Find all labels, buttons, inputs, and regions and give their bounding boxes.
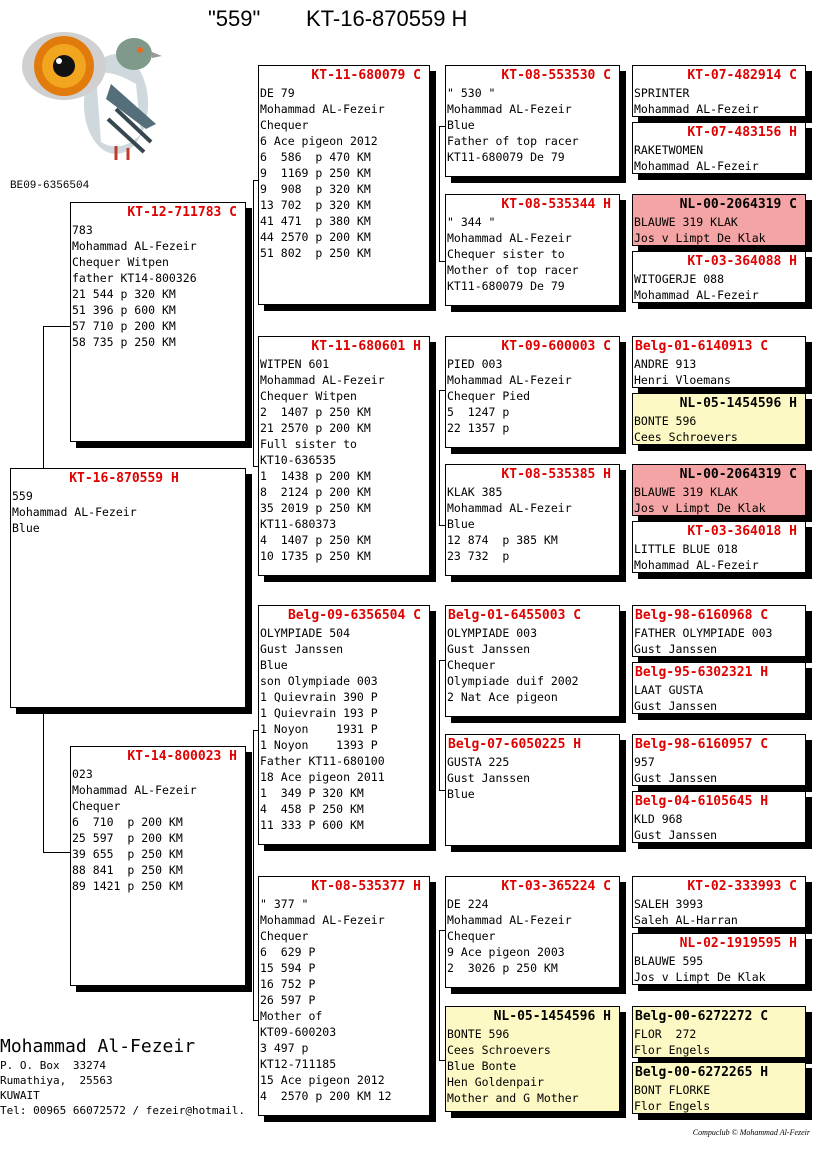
pigeon-info-line: 9 Ace pigeon 2003 xyxy=(447,945,565,959)
owner-contact: Tel: 00965 66072572 / fezeir@hotmail. xyxy=(0,1104,246,1117)
ring-number: KT-03-365224 C xyxy=(501,879,611,894)
ring-number: Belg-04-6105645 H xyxy=(635,794,769,809)
pigeon-info-line: 15 594 P xyxy=(260,961,316,975)
pigeon-card-gen4-highlighted xyxy=(632,393,806,445)
pigeon-info-line: Chequer xyxy=(447,929,496,943)
pigeon-info-line: Chequer xyxy=(260,929,309,943)
pigeon-info-line: OLYMPIADE 003 xyxy=(447,626,538,640)
pigeon-card-gen3 xyxy=(445,65,620,177)
pigeon-info-line: " 377 " xyxy=(260,897,309,911)
pigeon-info-line: PIED 003 xyxy=(447,357,503,371)
pigeon-info-line: Cees Schroevers xyxy=(447,1043,551,1057)
ring-number: Belg-98-6160957 C xyxy=(635,737,769,752)
pigeon-info-line: 51 802 p 250 KM xyxy=(260,246,371,260)
pigeon-name-title: "559" xyxy=(208,6,261,31)
ring-number: KT-07-483156 H xyxy=(687,125,797,140)
pigeon-info-line: Mohammad AL-Fezeir xyxy=(634,558,759,572)
pigeon-card-gen4-highlighted xyxy=(632,194,806,246)
pigeon-info-line: Mohammad AL-Fezeir xyxy=(447,913,572,927)
ring-number: NL-00-2064319 C xyxy=(679,197,797,212)
pigeon-info-line: 6 710 p 200 KM xyxy=(72,815,183,829)
pigeon-info-line: RAKETWOMEN xyxy=(634,143,704,157)
breeder: Mohammad AL-Fezeir xyxy=(12,505,137,519)
pigeon-info-line: Chequer Witpen xyxy=(72,255,169,269)
ring-number: KT-08-553530 C xyxy=(501,68,611,83)
pigeon-info-line: 023 xyxy=(72,767,93,781)
pigeon-info-line: SPRINTER xyxy=(634,86,690,100)
ring-number: KT-03-364018 H xyxy=(687,524,797,539)
pigeon-info-line: Jos v Limpt De Klak xyxy=(634,970,766,984)
pigeon-card-gen4 xyxy=(632,251,806,303)
owner-name: Mohammad Al-Fezeir xyxy=(0,1036,196,1057)
pigeon-info-line: 13 702 p 320 KM xyxy=(260,198,371,212)
pigeon-card-gen4-highlighted xyxy=(632,1062,806,1114)
ring-number: KT-12-711783 C xyxy=(127,205,237,220)
owner-pobox: P. O. Box 33274 xyxy=(0,1059,106,1072)
pigeon-info-line: Chequer sister to xyxy=(447,247,565,261)
pigeon-card-gen4-highlighted xyxy=(632,464,806,516)
pigeon-info-line: OLYMPIADE 504 xyxy=(260,626,351,640)
pigeon-info-line: 89 1421 p 250 KM xyxy=(72,879,183,893)
pigeon-card-gen4 xyxy=(632,734,806,786)
pigeon-info-line: 1 Quievrain 193 P xyxy=(260,706,378,720)
pigeon-info-line: Blue xyxy=(447,517,475,531)
ring-number: KT-02-333993 C xyxy=(687,879,797,894)
pigeon-info-line: 51 396 p 600 KM xyxy=(72,303,176,317)
pigeon-card-gen4 xyxy=(632,933,806,985)
pigeon-info-line: 8 2124 p 200 KM xyxy=(260,485,371,499)
ring-number: KT-09-600003 C xyxy=(501,339,611,354)
pigeon-info-line: 21 544 p 320 KM xyxy=(72,287,176,301)
pigeon-info-line: 6 586 p 470 KM xyxy=(260,150,371,164)
pigeon-info-line: Blue Bonte xyxy=(447,1059,517,1073)
color: Blue xyxy=(12,521,40,535)
ring-number: NL-02-1919595 H xyxy=(679,936,797,951)
pigeon-info-line: 9 908 p 320 KM xyxy=(260,182,371,196)
ring-number: Belg-00-6272272 C xyxy=(635,1009,769,1024)
pigeon-info-line: Cees Schroevers xyxy=(634,430,738,444)
pigeon-info-line: 1 Noyon 1393 P xyxy=(260,738,378,752)
pigeon-info-line: Father KT11-680100 xyxy=(260,754,385,768)
pigeon-card-gen4-highlighted xyxy=(632,1006,806,1058)
pigeon-info-line: 18 Ace pigeon 2011 xyxy=(260,770,385,784)
pigeon-info-line: Mohammad AL-Fezeir xyxy=(260,913,385,927)
ring-number: KT-11-680601 H xyxy=(311,339,421,354)
pigeon-info-line: LAAT GUSTA xyxy=(634,683,704,697)
pigeon-info-line: 1 Noyon 1931 P xyxy=(260,722,378,736)
pigeon-info-line: 957 xyxy=(634,755,655,769)
pigeon-card-gen3 xyxy=(445,194,620,306)
pigeon-info-line: 22 1357 p xyxy=(447,421,510,435)
ring-number: Belg-95-6302321 H xyxy=(635,665,769,680)
pigeon-info-line: FLOR 272 xyxy=(634,1027,697,1041)
ring-number: KT-07-482914 C xyxy=(687,68,797,83)
pigeon-info-line: Blue xyxy=(447,787,475,801)
pigeon-info-line: Full sister to xyxy=(260,437,357,451)
ring-number: KT-08-535344 H xyxy=(501,197,611,212)
connector-line xyxy=(43,326,70,327)
pigeon-info-line: KLD 968 xyxy=(634,812,683,826)
pigeon-card-granddam-maternal xyxy=(258,876,430,1116)
pigeon-info-line: Saleh AL-Harran xyxy=(634,913,738,927)
pigeon-card-gen3 xyxy=(445,734,620,846)
pigeon-info-line: Mohammad AL-Fezeir xyxy=(447,102,572,116)
pigeon-info-line: 3 497 p xyxy=(260,1041,309,1055)
pigeon-info-line: Flor Engels xyxy=(634,1099,711,1113)
pigeon-info-line: FATHER OLYMPIADE 003 xyxy=(634,626,773,640)
pigeon-info-line: ANDRE 913 xyxy=(634,357,697,371)
pigeon-info-line: Chequer xyxy=(72,799,121,813)
pigeon-info-line: 4 2570 p 200 KM 12 xyxy=(260,1089,392,1103)
pigeon-info-line: 6 Ace pigeon 2012 xyxy=(260,134,378,148)
pigeon-info-line: " 530 " xyxy=(447,86,496,100)
ring-number: KT-14-800023 H xyxy=(127,749,237,764)
pigeon-info-line: 44 2570 p 200 KM xyxy=(260,230,371,244)
pigeon-info-line: 15 Ace pigeon 2012 xyxy=(260,1073,385,1087)
pigeon-info-line: WITOGERJE 088 xyxy=(634,272,725,286)
pigeon-card-gen4 xyxy=(632,662,806,714)
pigeon-info-line: KLAK 385 xyxy=(447,485,503,499)
pigeon-card-gen4 xyxy=(632,605,806,657)
connector-line xyxy=(439,126,440,261)
pigeon-info-line: Mother and G Mother xyxy=(447,1091,579,1105)
pigeon-info-line: 57 710 p 200 KM xyxy=(72,319,176,333)
pigeon-info-line: son Olympiade 003 xyxy=(260,674,378,688)
pigeon-ring-title: KT-16-870559 H xyxy=(306,6,468,31)
pigeon-card-sire xyxy=(70,202,246,442)
pigeon-info-line: 26 597 P xyxy=(260,993,316,1007)
pigeon-card-grandsire-maternal xyxy=(258,605,430,845)
pigeon-info-line: 12 874 p 385 KM xyxy=(447,533,558,547)
pigeon-info-line: DE 79 xyxy=(260,86,295,100)
pigeon-info-line: Gust Janssen xyxy=(634,828,718,842)
pigeon-info-line: Hen Goldenpair xyxy=(447,1075,544,1089)
pigeon-info-line: Chequer xyxy=(260,118,309,132)
pigeon-name: 559 xyxy=(12,489,33,503)
pigeon-info-line: 2 Nat Ace pigeon xyxy=(447,690,558,704)
pigeon-info-line: 4 458 P 250 KM xyxy=(260,802,364,816)
ring-number: KT-16-870559 H xyxy=(69,471,179,486)
pigeon-info-line: 23 732 p xyxy=(447,549,510,563)
pigeon-info-line: 25 597 p 200 KM xyxy=(72,831,183,845)
pigeon-info-line: WITPEN 601 xyxy=(260,357,330,371)
software-credit: Compuclub © Mohammad Al-Fezeir xyxy=(692,1128,810,1137)
pigeon-info-line: DE 224 xyxy=(447,897,489,911)
pigeon-info-line: BONT FLORKE xyxy=(634,1083,711,1097)
ring-number: KT-08-535385 H xyxy=(501,467,611,482)
pigeon-info-line: Gust Janssen xyxy=(634,771,718,785)
pigeon-card-grandsire-paternal xyxy=(258,65,430,305)
pigeon-card-subject xyxy=(10,468,246,708)
pigeon-info-line: 10 1735 p 250 KM xyxy=(260,549,371,563)
pigeon-info-line: Gust Janssen xyxy=(634,642,718,656)
pigeon-info-line: KT09-600203 xyxy=(260,1025,337,1039)
pigeon-info-line: BLAUWE 319 KLAK xyxy=(634,215,738,229)
pigeon-info-line: 1 Quievrain 390 P xyxy=(260,690,378,704)
pigeon-info-line: Jos v Limpt De Klak xyxy=(634,231,766,245)
connector-line xyxy=(43,852,70,853)
pigeon-info-line: LITTLE BLUE 018 xyxy=(634,542,738,556)
pigeon-info-line: Gust Janssen xyxy=(634,699,718,713)
pigeon-card-gen4 xyxy=(632,336,806,388)
pigeon-info-line: Mother of top racer xyxy=(447,263,579,277)
ring-number: Belg-09-6356504 C xyxy=(287,608,421,623)
ring-number: NL-05-1454596 H xyxy=(493,1009,611,1024)
pigeon-info-line: Mohammad AL-Fezeir xyxy=(72,239,197,253)
pigeon-card-gen3 xyxy=(445,876,620,988)
pigeon-info-line: Gust Janssen xyxy=(447,642,531,656)
pigeon-info-line: BLAUWE 319 KLAK xyxy=(634,485,738,499)
logo-ring-code: BE09-6356504 xyxy=(10,180,90,192)
pigeon-info-line: Flor Engels xyxy=(634,1043,711,1057)
pigeon-info-line: KT11-680373 xyxy=(260,517,337,531)
connector-line xyxy=(439,390,440,525)
pigeon-info-line: Mohammad AL-Fezeir xyxy=(634,159,759,173)
pigeon-eye-logo-image xyxy=(16,14,166,164)
ring-number: Belg-01-6140913 C xyxy=(635,339,769,354)
pigeon-card-granddam-paternal xyxy=(258,336,430,576)
pigeon-info-line: Mother of xyxy=(260,1009,323,1023)
pigeon-info-line: Chequer Witpen xyxy=(260,389,357,403)
connector-line xyxy=(253,730,254,1020)
pigeon-card-gen4 xyxy=(632,122,806,174)
pigeon-info-line: BLAUWE 595 xyxy=(634,954,704,968)
pigeon-info-line: Henri Vloemans xyxy=(634,373,731,387)
pigeon-info-line: 39 655 p 250 KM xyxy=(72,847,183,861)
pigeon-info-line: 1 1438 p 200 KM xyxy=(260,469,371,483)
pigeon-info-line: Mohammad AL-Fezeir xyxy=(634,288,759,302)
ring-number: KT-11-680079 C xyxy=(311,68,421,83)
pigeon-card-gen4 xyxy=(632,521,806,573)
pigeon-card-gen3-highlighted xyxy=(445,1006,620,1112)
pigeon-info-line: 21 2570 p 200 KM xyxy=(260,421,371,435)
pigeon-info-line: " 344 " xyxy=(447,215,496,229)
pigeon-info-line: Mohammad AL-Fezeir xyxy=(634,102,759,116)
pigeon-card-gen3 xyxy=(445,464,620,576)
pigeon-info-line: KT12-711185 xyxy=(260,1057,337,1071)
pigeon-info-line: Mohammad AL-Fezeir xyxy=(447,373,572,387)
pigeon-info-line: Chequer Pied xyxy=(447,389,531,403)
pigeon-info-line: 58 735 p 250 KM xyxy=(72,335,176,349)
pigeon-info-line: Mohammad AL-Fezeir xyxy=(260,373,385,387)
pigeon-info-line: 5 1247 p xyxy=(447,405,510,419)
pigeon-info-line: GUSTA 225 xyxy=(447,755,510,769)
pigeon-info-line: Gust Janssen xyxy=(260,642,344,656)
pigeon-info-line: 4 1407 p 250 KM xyxy=(260,533,371,547)
pigeon-info-line: 1 349 P 320 KM xyxy=(260,786,364,800)
pigeon-info-line: BONTE 596 xyxy=(447,1027,510,1041)
connector-line xyxy=(43,708,44,852)
ring-number: Belg-98-6160968 C xyxy=(635,608,769,623)
pigeon-info-line: 2 1407 p 250 KM xyxy=(260,405,371,419)
pigeon-info-line: Mohammad AL-Fezeir xyxy=(447,231,572,245)
connector-line xyxy=(439,660,440,790)
ring-number: KT-03-364088 H xyxy=(687,254,797,269)
pigeon-info-line: 9 1169 p 250 KM xyxy=(260,166,371,180)
pigeon-info-line: Father of top racer xyxy=(447,134,579,148)
pigeon-info-line: 2 3026 p 250 KM xyxy=(447,961,558,975)
pigeon-card-gen4 xyxy=(632,876,806,928)
pigeon-info-line: father KT14-800326 xyxy=(72,271,197,285)
pigeon-card-gen3 xyxy=(445,605,620,717)
connector-line xyxy=(439,930,440,1060)
pigeon-info-line: BONTE 596 xyxy=(634,414,697,428)
pigeon-card-dam xyxy=(70,746,246,986)
pigeon-info-line: 88 841 p 250 KM xyxy=(72,863,183,877)
connector-line xyxy=(43,326,44,470)
pigeon-card-gen4 xyxy=(632,791,806,843)
ring-number: Belg-01-6455003 C xyxy=(448,608,582,623)
pigeon-info-line: SALEH 3993 xyxy=(634,897,704,911)
owner-city: Rumathiya, 25563 xyxy=(0,1074,113,1087)
pigeon-info-line: Olympiade duif 2002 xyxy=(447,674,579,688)
pigeon-info-line: Blue xyxy=(260,658,288,672)
pigeon-card-gen4 xyxy=(632,65,806,117)
pigeon-info-line: Blue xyxy=(447,118,475,132)
pigeon-info-line: 6 629 P xyxy=(260,945,316,959)
owner-address-block xyxy=(0,1036,245,1118)
pigeon-info-line: Mohammad AL-Fezeir xyxy=(260,102,385,116)
ring-number: Belg-07-6050225 H xyxy=(448,737,582,752)
owner-country: KUWAIT xyxy=(0,1089,40,1102)
pigeon-info-line: 41 471 p 380 KM xyxy=(260,214,371,228)
pigeon-info-line: Gust Janssen xyxy=(447,771,531,785)
ring-number: Belg-00-6272265 H xyxy=(635,1065,769,1080)
pigeon-info-line: 35 2019 p 250 KM xyxy=(260,501,371,515)
connector-line xyxy=(253,180,254,466)
pigeon-info-line: KT11-680079 De 79 xyxy=(447,279,565,293)
pigeon-info-line: KT10-636535 xyxy=(260,453,337,467)
pigeon-info-line: Mohammad AL-Fezeir xyxy=(72,783,197,797)
pigeon-info-line: KT11-680079 De 79 xyxy=(447,150,565,164)
pigeon-card-gen3 xyxy=(445,336,620,448)
pigeon-info-line: Jos v Limpt De Klak xyxy=(634,501,766,515)
ring-number: KT-08-535377 H xyxy=(311,879,421,894)
pigeon-info-line: 11 333 P 600 KM xyxy=(260,818,364,832)
ring-number: NL-05-1454596 H xyxy=(679,396,797,411)
pigeon-info-line: Mohammad AL-Fezeir xyxy=(447,501,572,515)
pigeon-info-line: Chequer xyxy=(447,658,496,672)
pigeon-info-line: 783 xyxy=(72,223,93,237)
pigeon-info-line: 16 752 P xyxy=(260,977,316,991)
ring-number: NL-00-2064319 C xyxy=(679,467,797,482)
